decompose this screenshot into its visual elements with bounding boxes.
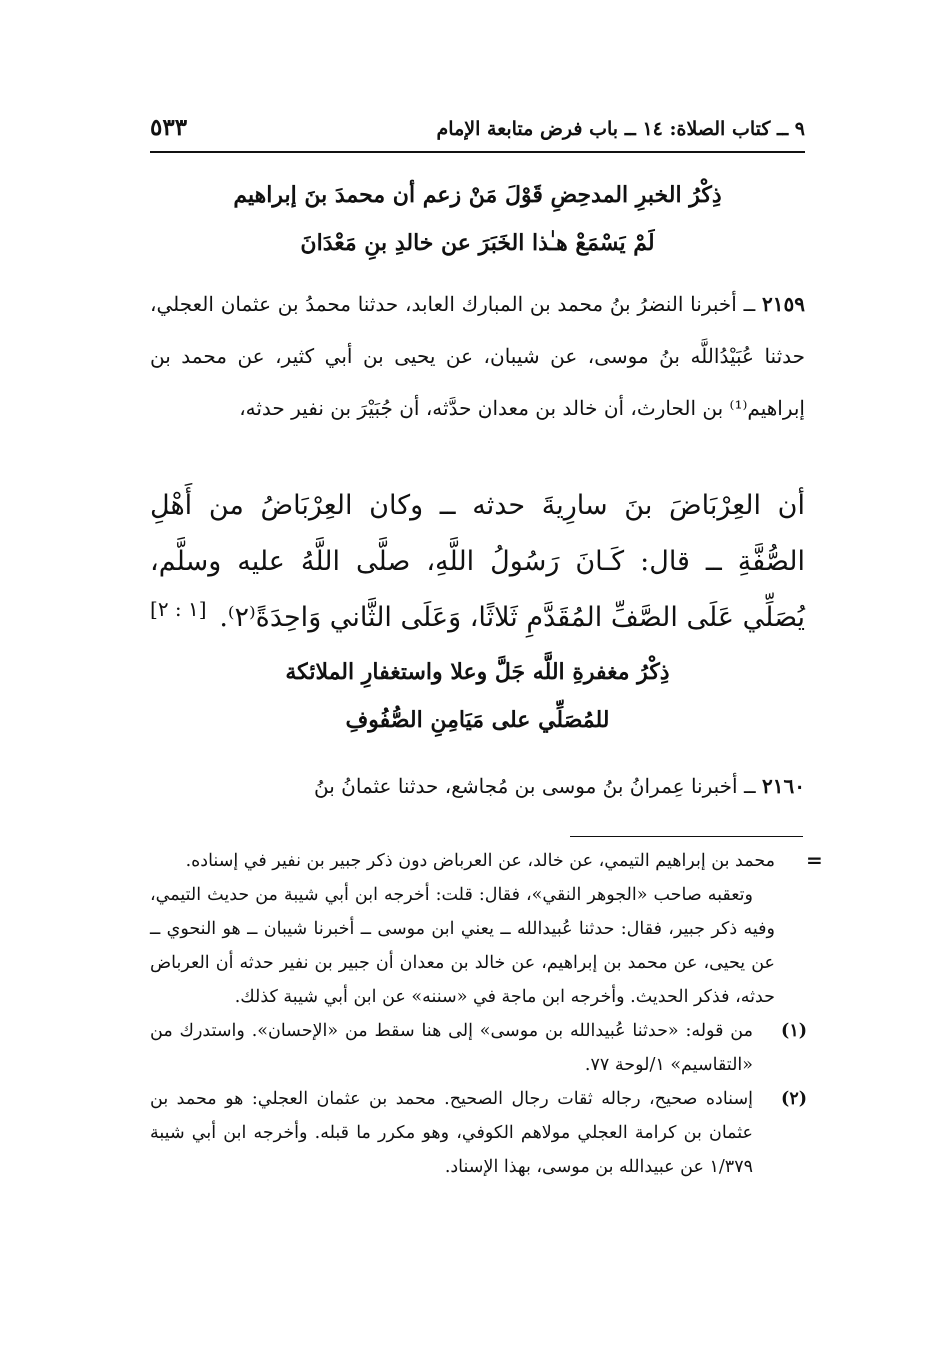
footnote-paragraph: وتعقبه صاحب «الجوهر النقي»، فقال: قلت: أخرجه ابن أبي شيبة من حديث التيمي، وفيه ذكر جبير، فقال: حدثنا عُبيدالله ــ يعني ابن موسى ــ أخبرنا شيبان ــ هو النحوي ــ عن يحيى، عن محمد بن إبراهيم، عن خالد بن معدان أن جبير بن نفير حدثه أن العرباض حدثه، فذكر الحديث. وأخرجه ابن ماجة في «سننه» عن ابن أبي شيبة كذلك. bbox=[150, 885, 775, 1007]
footnote-2-marker: (٢) bbox=[781, 1089, 807, 1109]
hadith-2160-isnad bbox=[150, 760, 805, 812]
footnote-1-text: من قوله: «حدثنا عُبيدالله بن موسى» إلى هنا سقط من «الإحسان». واستدرك من «التقاسيم» ١/لوحة ٧٧. bbox=[150, 1021, 753, 1075]
footnote-2 bbox=[150, 1082, 807, 1184]
footnote-1 bbox=[150, 1014, 807, 1082]
footnote-1-marker: (١) bbox=[781, 1021, 807, 1041]
page-number: ٥٣٣ bbox=[150, 114, 188, 141]
chapter-heading-1 bbox=[150, 171, 805, 267]
page-header bbox=[150, 112, 805, 148]
hadith-2159-text: ــ أخبرنا النضرُ بنُ محمد بن المبارك العابد، حدثنا محمدُ بن عثمان العجلي، حدثنا عُبَيْدُاللَّه بنُ موسى، عن شيبان، عن يحيى بن أبي كثير، عن محمد بن إبراهيم⁽¹⁾ بن الحارث، أن خالد بن معدان حدَّثه، أن جُبَيْرَ بن نفير حدثه، bbox=[150, 292, 805, 420]
heading-1-line-1: ذِكْرُ الخبرِ المدحِضِ قَوْلَ مَنْ زعم أن محمدَ بنَ إبراهيم bbox=[233, 182, 722, 208]
hadith-grade-reference: [١ : ٢] bbox=[150, 597, 207, 621]
footnote-2-text: إسناده صحيح، رجاله ثقات رجال الصحيح. محمد بن عثمان العجلي: هو محمد بن عثمان بن كرامة العجلي مولاهم الكوفي، وهو مكرر ما قبله. وأخرجه ابن أبي شيبة ١/٣٧٩ عن عبيدالله بن موسى، بهذا الإسناد. bbox=[150, 1089, 753, 1177]
hadith-number-2159: ٢١٥٩ bbox=[762, 292, 805, 316]
footnote-continuation: محمد بن إبراهيم التيمي، عن خالد، عن العرباض دون ذكر جبير بن نفير في إسناده. bbox=[185, 851, 775, 871]
hadith-number-2160: ٢١٦٠ bbox=[762, 774, 805, 798]
heading-1-line-2: لَمْ يَسْمَعْ هـٰذا الخَبَرَ عن خالدِ بنِ مَعْدَانَ bbox=[300, 230, 655, 256]
chapter-heading-2 bbox=[150, 648, 805, 744]
hadith-2160-text: ــ أخبرنا عِمرانُ بنُ موسى بن مُجاشع، حدثنا عثمانُ بنُ bbox=[314, 774, 763, 798]
hadith-2159-matn: أن العِرْبَاضَ بنَ سارِيةَ حدثه ــ وكان العِرْبَاضُ من أَهْلِ الصُّفَّةِ ــ قال: كَـانَ رَسُولُ اللَّهِ، صلَّى اللَّهُ عليه وسلَّم، يُصَلِّي عَلَى الصَّفِّ المُقَدَّمِ ثَلاثًا، وَعَلَى الثَّاني وَاحِدَةً⁽٢⁾. bbox=[150, 490, 805, 633]
footnotes bbox=[150, 844, 807, 1184]
heading-2-line-2: للمُصَلِّي على مَيَامِنِ الصُّفُوفِ bbox=[345, 707, 610, 733]
running-head: ٩ ــ كتاب الصلاة: ١٤ ــ باب فرض متابعة الإمام bbox=[436, 118, 805, 140]
heading-2-line-1: ذِكْرُ مغفرةِ اللَّه جَلَّ وعلا واستغفارِ الملائكة bbox=[285, 659, 670, 685]
footnote-rule bbox=[570, 836, 803, 837]
footnote-continuation-mark: = bbox=[806, 848, 823, 872]
header-rule bbox=[150, 151, 805, 153]
hadith-2159-isnad bbox=[150, 278, 805, 434]
